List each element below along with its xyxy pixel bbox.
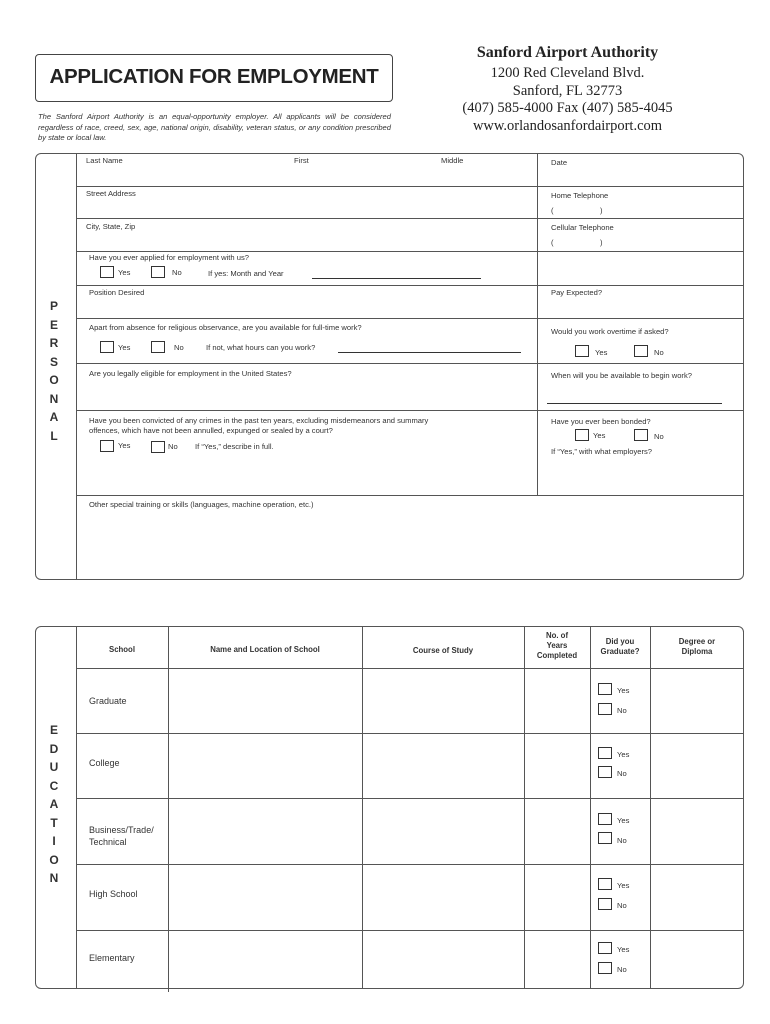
fulltime-yes-label: Yes [118, 343, 131, 352]
overtime-yes-checkbox[interactable] [575, 345, 589, 357]
convicted-no-label: No [168, 442, 178, 451]
col-header-years-line2: Years [546, 641, 568, 650]
org-address: 1200 Red Cleveland Blvd. [490, 65, 645, 81]
pay-expected-label: Pay Expected? [551, 288, 603, 297]
edu-row-high-school: High School [89, 889, 138, 899]
convicted-no-checkbox[interactable] [151, 441, 165, 453]
overtime-question: Would you work overtime if asked? [551, 327, 669, 336]
applied-no-label: No [172, 268, 182, 277]
col-header-degree [650, 637, 744, 657]
col-header-years-line3: Completed [536, 651, 578, 660]
elementary-yes-checkbox[interactable] [598, 942, 612, 954]
business-no-checkbox[interactable] [598, 832, 612, 844]
personal-side-label [47, 297, 61, 445]
edu-col-divider [524, 626, 525, 989]
edu-row-elementary: Elementary [89, 953, 135, 963]
col-header-degree-line1: Degree or [678, 637, 716, 646]
row-divider [76, 495, 744, 496]
edu-row-graduate: Graduate [89, 696, 127, 706]
edu-row-divider [76, 668, 744, 669]
row-divider [76, 218, 744, 219]
edu-col-divider [362, 626, 363, 989]
last-name-label: Last Name [86, 156, 123, 165]
bonded-no-label: No [654, 432, 664, 441]
bonded-no-checkbox[interactable] [634, 429, 648, 441]
middle-name-label: Middle [441, 156, 464, 165]
bonded-yes-checkbox[interactable] [575, 429, 589, 441]
applied-no-checkbox[interactable] [151, 266, 165, 278]
convicted-yes-checkbox[interactable] [100, 440, 114, 452]
graduate-yes-checkbox[interactable] [598, 683, 612, 695]
overtime-no-label: No [654, 348, 664, 357]
home-phone-paren-close: ) [600, 206, 603, 215]
bonded-yes-label: Yes [593, 431, 606, 440]
high-school-yes-label: Yes [617, 881, 630, 890]
college-no-label: No [617, 769, 627, 778]
col-header-course: Course of Study [412, 646, 474, 655]
hours-label: If not, what hours can you work? [206, 343, 316, 352]
high-school-no-label: No [617, 901, 627, 910]
row-divider [76, 285, 744, 286]
edu-col-divider [168, 626, 169, 992]
edu-row-divider [76, 798, 744, 799]
applied-yes-checkbox[interactable] [100, 266, 114, 278]
high-school-yes-checkbox[interactable] [598, 878, 612, 890]
college-yes-label: Yes [617, 750, 630, 759]
home-phone-label: Home Telephone [551, 191, 609, 200]
elementary-no-label: No [617, 965, 627, 974]
graduate-no-checkbox[interactable] [598, 703, 612, 715]
applied-yes-label: Yes [118, 268, 131, 277]
education-side-label [47, 721, 61, 888]
col-header-years-line1: No. of [545, 631, 569, 640]
convicted-question-line2: offences, which have not been annulled, expunged or sealed by a court? [89, 426, 333, 435]
personal-side-letters: PERSONAL [49, 299, 59, 443]
hours-line[interactable] [338, 352, 521, 353]
education-section [35, 626, 744, 989]
row-divider [76, 251, 744, 252]
available-question: When will you be available to begin work? [551, 371, 692, 380]
col-header-name-location: Name and Location of School [210, 645, 320, 654]
fulltime-question: Apart from absence for religious observance, are you available for full-time work? [89, 323, 362, 332]
org-website: www.orlandosanfordairport.com [472, 118, 663, 134]
page-title: APPLICATION FOR EMPLOYMENT [49, 65, 379, 88]
applied-before-question: Have you ever applied for employment with us? [89, 253, 249, 262]
row-divider [76, 186, 744, 187]
col-header-years [524, 631, 590, 661]
first-name-label: First [294, 156, 309, 165]
col-header-school: School [109, 645, 135, 654]
eeo-statement: The Sanford Airport Authority is an equal-opportunity employer. All applicants will be considered regardless of race, creed, sex, age, national origin, disability, veteran status, or any condition prescribed by state or local law. [38, 112, 391, 142]
business-no-label: No [617, 836, 627, 845]
personal-col-divider [537, 153, 538, 495]
eligible-question: Are you legally eligible for employment in the United States? [89, 369, 292, 378]
college-no-checkbox[interactable] [598, 766, 612, 778]
fulltime-yes-checkbox[interactable] [100, 341, 114, 353]
edu-row-college: College [89, 758, 120, 768]
fulltime-no-label: No [174, 343, 184, 352]
edu-col-divider [590, 626, 591, 989]
cell-phone-paren-open: ( [551, 238, 554, 247]
high-school-no-checkbox[interactable] [598, 898, 612, 910]
overtime-yes-label: Yes [595, 348, 608, 357]
edu-row-business-line2: Technical [89, 837, 127, 847]
bonded-employers-label: If “Yes,” with what employers? [551, 447, 653, 456]
education-side-divider [76, 626, 77, 989]
edu-row-divider [76, 864, 744, 865]
row-divider [76, 318, 744, 319]
col-header-degree-line2: Diploma [681, 647, 713, 656]
business-yes-label: Yes [617, 816, 630, 825]
elementary-yes-label: Yes [617, 945, 630, 954]
applied-month-year-line[interactable] [312, 278, 481, 279]
business-yes-checkbox[interactable] [598, 813, 612, 825]
org-phone: (407) 585-4000 Fax (407) 585-4045 [462, 100, 673, 116]
col-header-graduate [590, 637, 650, 657]
row-divider [76, 363, 744, 364]
fulltime-no-checkbox[interactable] [151, 341, 165, 353]
col-header-graduate-line1: Did you [605, 637, 635, 646]
street-address-label: Street Address [86, 189, 136, 198]
elementary-no-checkbox[interactable] [598, 962, 612, 974]
graduate-no-label: No [617, 706, 627, 715]
graduate-yes-label: Yes [617, 686, 630, 695]
edu-row-divider [76, 930, 744, 931]
title-box [35, 54, 393, 102]
convicted-question-line1: Have you been convicted of any crimes in the past ten years, excluding misdemeanors and summary [89, 416, 429, 425]
home-phone-paren-open: ( [551, 206, 554, 215]
date-label: Date [551, 158, 568, 167]
cell-phone-label: Cellular Telephone [551, 223, 614, 232]
org-city: Sanford, FL 32773 [512, 83, 623, 99]
cell-phone-paren-close: ) [600, 238, 603, 247]
college-yes-checkbox[interactable] [598, 747, 612, 759]
org-name: Sanford Airport Authority [476, 44, 659, 61]
overtime-no-checkbox[interactable] [634, 345, 648, 357]
convicted-describe-label: If “Yes,” describe in full. [195, 442, 274, 451]
row-divider [76, 410, 744, 411]
training-label: Other special training or skills (languages, machine operation, etc.) [89, 500, 314, 509]
bonded-question: Have you ever been bonded? [551, 417, 651, 426]
edu-row-business-line1: Business/Trade/ [89, 825, 154, 835]
col-header-graduate-line2: Graduate? [600, 647, 640, 656]
convicted-yes-label: Yes [118, 441, 131, 450]
available-line[interactable] [547, 403, 722, 404]
applied-month-year-label: If yes: Month and Year [208, 269, 284, 278]
position-desired-label: Position Desired [89, 288, 145, 297]
edu-col-divider [650, 626, 651, 989]
education-side-letters: EDUCATION [49, 723, 59, 885]
city-state-zip-label: City, State, Zip [86, 222, 136, 231]
edu-row-divider [76, 733, 744, 734]
